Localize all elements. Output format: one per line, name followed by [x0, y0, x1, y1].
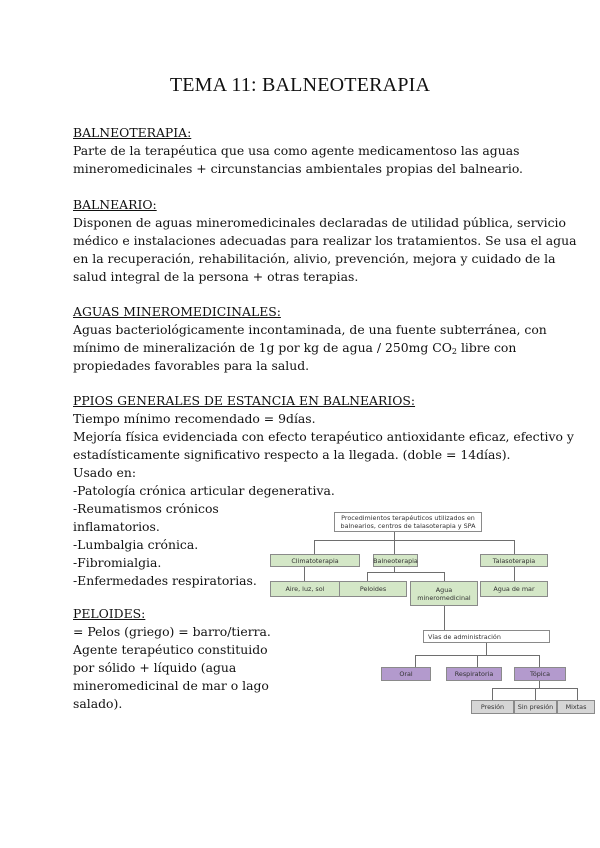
connector-line: [314, 540, 515, 541]
connector-line: [577, 688, 578, 700]
text-line: Disponen de aguas mineromedicinales declaradas de utilidad pública, servicio: [73, 215, 566, 230]
text-line: mineromedicinal de mar o lago: [73, 678, 269, 693]
section-heading: BALNEARIO:: [73, 197, 157, 212]
diagram-root-line: balnearios, centros de talasoterapia y SPA: [340, 522, 476, 530]
connector-line: [486, 643, 487, 655]
diagram-root: [334, 512, 482, 532]
list-item: -Reumatismos crónicos: [73, 501, 219, 516]
connector-line: [394, 540, 395, 554]
text-line: salud integral de la persona + otras terapias.: [73, 269, 359, 284]
list-item: -Lumbalgia crónica.: [73, 537, 199, 552]
section-heading: PELOIDES:: [73, 606, 146, 621]
diagram-node-climatoterapia: Climatoterapia: [270, 554, 360, 567]
diagram-node-sin-presion: Sin presión: [514, 700, 557, 714]
connector-line: [394, 531, 395, 540]
list-item: -Fibromialgia.: [73, 555, 162, 570]
diagram-node-label: mineromedicinal: [417, 593, 471, 602]
connector-line: [535, 688, 536, 700]
connector-line: [514, 540, 515, 554]
list-item: -Enfermedades respiratorias.: [73, 573, 257, 588]
text-line: mineromedicinales + circunstancias ambientales propias del balneario.: [73, 161, 523, 176]
connector-line: [304, 566, 305, 581]
diagram-node-peloides: Peloides: [339, 581, 407, 597]
connector-line: [514, 566, 515, 581]
diagram-node-talasoterapia: Talasoterapia: [480, 554, 548, 567]
connector-line: [477, 655, 478, 667]
diagram-node-respiratoria: Respiratoria: [446, 667, 502, 681]
section-balneario: [73, 196, 577, 286]
connector-line: [444, 572, 445, 581]
diagram-node-label: Agua: [435, 585, 453, 594]
connector-line: [492, 688, 493, 700]
text-line: = Pelos (griego) = barro/tierra.: [73, 624, 271, 639]
text-line: Usado en:: [73, 465, 137, 480]
text-line: Aguas bacteriológicamente incontaminada, de una fuente subterránea, con: [73, 322, 547, 337]
connector-line: [444, 606, 445, 630]
connector-line: [539, 655, 540, 667]
list-item: inflamatorios.: [73, 519, 160, 534]
text-line: estadísticamente significativo respecto a la llegada. (doble = 14días).: [73, 447, 511, 462]
diagram-node-oral: Oral: [381, 667, 431, 681]
subscript: 2: [451, 347, 457, 356]
connector-line: [539, 681, 540, 688]
diagram-root-line: Procedimientos terapéuticos utilizados en: [341, 514, 475, 522]
diagram-node-balneoterapia: Balneoterapia: [373, 554, 418, 567]
section-balneoterapia: [73, 124, 523, 178]
section-heading: PPIOS GENERALES DE ESTANCIA EN BALNEARIOS:: [73, 393, 416, 408]
section-peloides: [73, 605, 271, 713]
page-title: TEMA 11: BALNEOTERAPIA: [169, 74, 431, 96]
list-item: -Patología crónica articular degenerativa.: [73, 483, 335, 498]
text-line: en la recuperación, rehabilitación, alivio, prevención, mejora y cuidado de la: [73, 251, 556, 266]
connector-line: [367, 572, 368, 581]
text-line: Tiempo mínimo recomendado = 9días.: [73, 411, 316, 426]
diagram-node-presion: Presión: [471, 700, 514, 714]
text-fragment: libre con: [457, 340, 517, 355]
text-line: médico e instalaciones adecuadas para realizar los tratamientos. Se usa el agua: [73, 233, 577, 248]
connector-line: [415, 655, 416, 667]
text-line: propiedades favorables para la salud.: [73, 358, 310, 373]
text-line: Mejoría física evidenciada con efecto terapéutico antioxidante eficaz, efectivo y: [73, 429, 574, 444]
section-aguas-mineromedicinales: [73, 303, 547, 375]
diagram-node-agua-mineromedicinal: [410, 581, 478, 606]
diagram-node-aire-luz-sol: Aire, luz, sol: [270, 581, 340, 597]
section-heading: BALNEOTERAPIA:: [73, 125, 192, 140]
text-fragment: mínimo de mineralización de 1g por kg de agua / 250mg CO: [73, 340, 452, 355]
text-line: salado).: [73, 696, 123, 711]
text-line: [73, 339, 547, 357]
connector-line: [314, 540, 315, 554]
text-line: por sólido + líquido (agua: [73, 660, 237, 675]
text-line: Agente terapéutico constituido: [73, 642, 268, 657]
diagram-node-agua-de-mar: Agua de mar: [480, 581, 548, 597]
connector-line: [367, 572, 445, 573]
text-line: Parte de la terapéutica que usa como agente medicamentoso las aguas: [73, 143, 520, 158]
diagram-node-vias: Vías de administración: [423, 630, 550, 643]
diagram-node-mixtas: Mixtas: [557, 700, 595, 714]
section-heading: AGUAS MINEROMEDICINALES:: [73, 304, 281, 319]
diagram-node-topica: Tópica: [514, 667, 566, 681]
